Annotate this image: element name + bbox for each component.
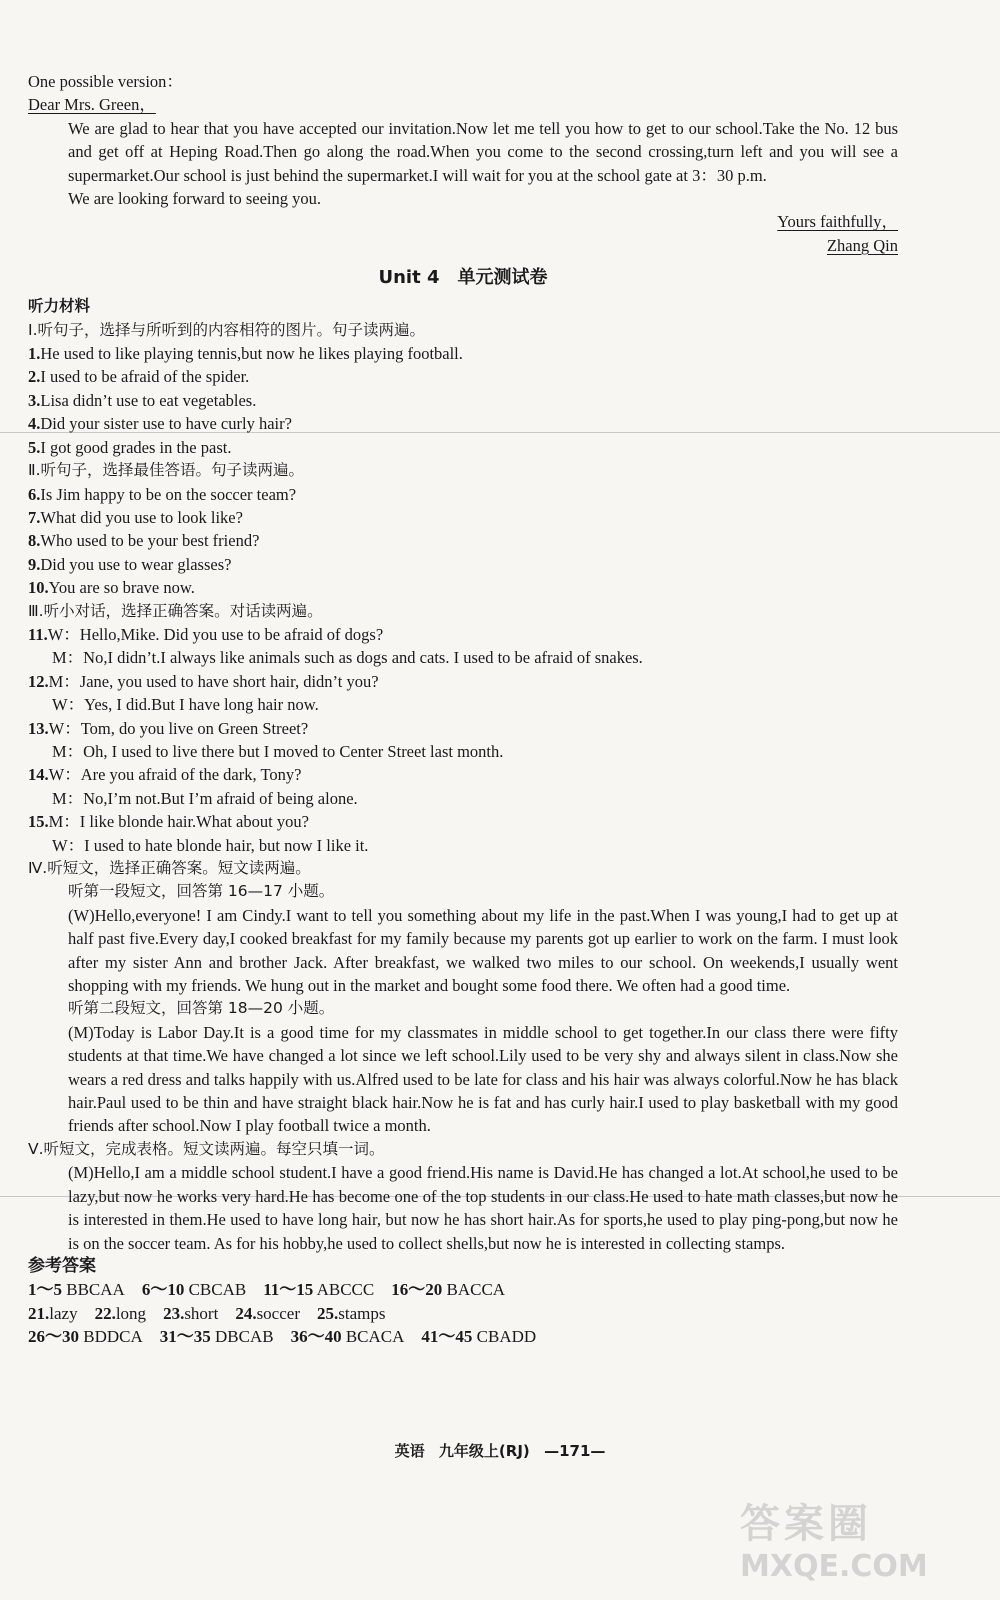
passage-1-intro: 听第一段短文，回答第 16—17 小题。 bbox=[68, 882, 335, 901]
answer-group: 26～30 BDDCA bbox=[28, 1327, 143, 1347]
section-2-instruction: Ⅱ.听句子，选择最佳答语。句子读两遍。 bbox=[28, 461, 305, 480]
answer-group: 25.stamps bbox=[316, 1303, 386, 1323]
letter-body: We are glad to hear that you have accepted our invitation.Now let me tell you how to get to our school.Take the No. 12 bus and get off at Heping Road.Then go along the road.When you come to the second crossing,turn left and you will see a supermarket.Our school is just behind the supermarket.I will wait for you at the school gate at 3：30 p.m. bbox=[68, 118, 898, 185]
listening-heading: 听力材料 bbox=[28, 297, 91, 316]
watermark-text: 答案圈 bbox=[740, 1501, 872, 1547]
dialogue-line: 13.W：Tom, do you live on Green Street? bbox=[28, 718, 309, 738]
dialogue-line: W：I used to hate blonde hair, but now I like it. bbox=[52, 835, 369, 855]
list-item: 7.What did you use to look like? bbox=[28, 507, 243, 527]
dialogue-line: W：Yes, I did.But I have long hair now. bbox=[52, 695, 319, 715]
answer-group: 16～20 BACCA bbox=[391, 1280, 506, 1300]
letter-signature: Zhang Qin bbox=[826, 235, 898, 255]
dialogue-line: 14.W：Are you afraid of the dark, Tony? bbox=[28, 765, 302, 785]
letter-intro: One possible version： bbox=[28, 72, 183, 91]
answer-group: 24.soccer bbox=[235, 1303, 300, 1323]
list-item: 5.I got good grades in the past. bbox=[28, 437, 232, 457]
unit-title: Unit 4 单元测试卷 bbox=[378, 267, 548, 289]
dialogue-line: M：No,I’m not.But I’m afraid of being alone. bbox=[52, 788, 358, 808]
list-item: 10.You are so brave now. bbox=[28, 578, 195, 598]
list-item: 8.Who used to be your best friend? bbox=[28, 531, 260, 551]
footer-grade: 九年级上(RJ) bbox=[438, 1442, 530, 1460]
document-page bbox=[28, 70, 898, 1349]
list-item: 6.Is Jim happy to be on the soccer team? bbox=[28, 484, 297, 504]
list-item: 3.Lisa didn’t use to eat vegetables. bbox=[28, 390, 257, 410]
sample-letter bbox=[28, 70, 898, 257]
answer-group: 23.short bbox=[163, 1303, 219, 1323]
dialogue-line: 15.M：I like blonde hair.What about you? bbox=[28, 812, 309, 832]
dialogue-line: M：No,I didn’t.I always like animals such as dogs and cats. I used to be afraid of snakes. bbox=[52, 648, 643, 668]
letter-signoff: Yours faithfully， bbox=[777, 212, 898, 232]
answer-group: 22.long bbox=[94, 1303, 147, 1323]
passage-2-intro: 听第二段短文，回答第 18—20 小题。 bbox=[68, 999, 335, 1018]
answer-row bbox=[28, 1325, 898, 1348]
answer-key bbox=[28, 1255, 898, 1349]
list-item: 2.I used to be afraid of the spider. bbox=[28, 367, 250, 387]
dialogue-line: M：Oh, I used to live there but I moved to Center Street last month. bbox=[52, 741, 504, 761]
answer-group: 36～40 BCACA bbox=[290, 1327, 405, 1347]
answer-heading: 参考答案 bbox=[28, 1255, 96, 1276]
section-4-instruction: Ⅳ.听短文，选择正确答案。短文读两遍。 bbox=[28, 859, 311, 877]
passage-2-text: (M)Today is Labor Day.It is a good time for my classmates in middle school to get together.In our class there were fifty students at that time.We have changed a lot since we left school.Lily used to be very shy and always silent in class.Now she wears a red dress and talks happily with us.Alfred used to be late for class and his hair was always colorful.Now he has black hair.Paul used to be thin and have straight black hair.Now he is fat and has curly hair.I used to play basketball with my good friends after school.Now I play football twice a month. bbox=[68, 1022, 898, 1136]
list-item: 1.He used to like playing tennis,but now he likes playing football. bbox=[28, 344, 463, 364]
watermark-logo bbox=[740, 1492, 970, 1582]
page-footer bbox=[0, 1440, 1000, 1461]
list-item: 4.Did your sister use to have curly hair? bbox=[28, 414, 292, 434]
answer-group: 21.lazy bbox=[28, 1303, 78, 1323]
dialogue-line: 11.W：Hello,Mike. Did you use to be afraid of dogs? bbox=[28, 624, 384, 644]
section-1-instruction: Ⅰ.听句子，选择与所听到的内容相符的图片。句子读两遍。 bbox=[28, 320, 426, 339]
section-3-instruction: Ⅲ.听小对话，选择正确答案。对话读两遍。 bbox=[28, 601, 323, 620]
answer-group: 6～10 CBCAB bbox=[141, 1280, 247, 1300]
answer-row bbox=[28, 1302, 898, 1325]
answer-group: 41～45 CBADD bbox=[421, 1327, 537, 1347]
letter-salutation: Dear Mrs. Green， bbox=[28, 95, 156, 115]
footer-subject: 英语 bbox=[394, 1442, 425, 1460]
watermark-url: MXQE.COM bbox=[740, 1549, 928, 1584]
answer-group: 1～5 BBCAA bbox=[28, 1280, 125, 1300]
dialogue-line: 12.M：Jane, you used to have short hair, didn’t you? bbox=[28, 671, 379, 691]
passage-1-text: (W)Hello,everyone! I am Cindy.I want to tell you something about my life in the past.When I was young,I had to get up at half past five.Every day,I cooked breakfast for my family because my parents got up earlier to work on the farm. I must look after my sister Ann and brother Jack. After breakfast, we walked two miles to our school. On weekends,I usually went shopping with my friends. We hung out in the market and bought some food there. We often had a good time. bbox=[68, 905, 898, 996]
letter-closing-line: We are looking forward to seeing you. bbox=[68, 189, 321, 209]
list-item: 9.Did you use to wear glasses? bbox=[28, 554, 232, 574]
passage-3-text: (M)Hello,I am a middle school student.I have a good friend.His name is David.He has changed a lot.At school,he used to be lazy,but now he works very hard.He has become one of the top students in our class.He used to hate math classes,but now he is interested in them.He used to have long hair, but now he has short hair.As for sports,he used to play ping-pong,but now he is on the soccer team. As for his hobby,he used to collect shells,but now he is interested in collecting stamps. bbox=[68, 1163, 898, 1253]
page-number: —171— bbox=[544, 1442, 606, 1460]
answer-group: 31～35 DBCAB bbox=[159, 1327, 274, 1347]
section-5-instruction: Ⅴ.听短文，完成表格。短文读两遍。每空只填一词。 bbox=[28, 1139, 385, 1158]
answer-group: 11～15 ABCCC bbox=[263, 1280, 375, 1300]
answer-row bbox=[28, 1278, 898, 1301]
